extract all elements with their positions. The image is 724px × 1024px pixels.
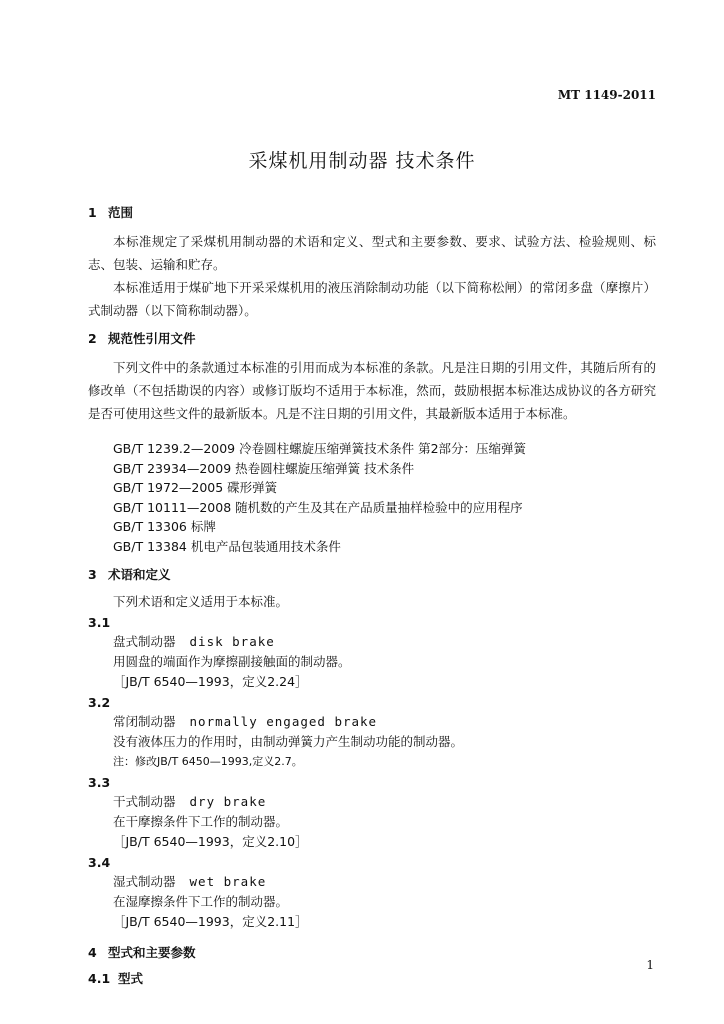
document-body	[88, 204, 656, 996]
subsection-title: 型式	[118, 971, 144, 986]
section-number: 4	[88, 945, 97, 960]
section-title: 术语和定义	[108, 567, 171, 582]
section-2-heading	[88, 330, 656, 348]
page-number: 1	[646, 958, 654, 972]
scope-paragraph-2: 本标准适用于煤矿地下开采采煤机用的液压消除制动功能（以下简称松闸）的常闭多盘（摩擦片）式制动器（以下简称制动器）。	[88, 280, 656, 318]
section-title: 规范性引用文件	[108, 331, 196, 346]
reference-item: GB/T 13306 标牌	[113, 519, 216, 534]
term-number: 3.2	[88, 695, 111, 710]
term-3-2	[113, 712, 656, 772]
term-source: ［JB/T 6540—1993，定义2.11］	[113, 914, 308, 929]
term-definition: 在湿摩擦条件下工作的制动器。	[113, 894, 289, 909]
term-cn: 常闭制动器	[113, 714, 176, 729]
term-en: dry brake	[189, 794, 267, 809]
reference-item: GB/T 13384 机电产品包装通用技术条件	[113, 538, 341, 554]
scope-paragraph-1: 本标准规定了采煤机用制动器的术语和定义、型式和主要参数、要求、试验方法、检验规则、标志、包装、运输和贮存。	[88, 234, 656, 272]
term-cn: 湿式制动器	[113, 874, 176, 889]
section-number: 2	[88, 331, 97, 346]
term-note: 注：修改JB/T 6450—1993,定义2.7。	[113, 755, 303, 768]
term-3-4	[113, 872, 656, 932]
term-source: ［JB/T 6540—1993，定义2.24］	[113, 674, 308, 689]
term-number: 3.3	[88, 775, 111, 790]
reference-list	[113, 439, 656, 556]
reference-item: GB/T 1972—2005 碟形弹簧	[113, 480, 278, 495]
term-number: 3.4	[88, 855, 111, 870]
term-cn: 干式制动器	[113, 794, 176, 809]
section-title: 范围	[108, 205, 134, 220]
reference-item: GB/T 1239.2—2009 冷卷圆柱螺旋压缩弹簧技术条件 第2部分：压缩弹簧	[113, 441, 527, 456]
term-3-3	[113, 792, 656, 852]
reference-item: GB/T 10111—2008 随机数的产生及其在产品质量抽样检验中的应用程序	[113, 499, 523, 515]
term-3-1	[113, 632, 656, 692]
term-definition: 用圆盘的端面作为摩擦副接触面的制动器。	[113, 654, 351, 669]
references-paragraph: 下列文件中的条款通过本标准的引用而成为本标准的条款。凡是注日期的引用文件，其随后所有的修改单（不包括勘误的内容）或修订版均不适用于本标准，然而，鼓励根据本标准达成协议的各方研究是否可使用这些文件的最新版本。凡是不注日期的引用文件，其最新版本适用于本标准。	[88, 360, 656, 421]
subsection-4-1-heading	[88, 970, 656, 988]
terms-intro: 下列术语和定义适用于本标准。	[113, 594, 289, 609]
section-title: 型式和主要参数	[108, 945, 196, 960]
standard-code: MT 1149-2011	[557, 88, 656, 102]
term-en: disk brake	[189, 634, 275, 649]
section-number: 1	[88, 205, 97, 220]
section-4-heading	[88, 944, 656, 962]
term-definition: 在干摩擦条件下工作的制动器。	[113, 814, 289, 829]
term-definition: 没有液体压力的作用时，由制动弹簧力产生制动功能的制动器。	[113, 734, 464, 749]
section-1-heading	[88, 204, 656, 222]
reference-item: GB/T 23934—2009 热卷圆柱螺旋压缩弹簧 技术条件	[113, 460, 415, 476]
term-en: wet brake	[189, 874, 267, 889]
term-number: 3.1	[88, 615, 111, 630]
subsection-number: 4.1	[88, 971, 111, 986]
term-en: normally engaged brake	[189, 714, 378, 729]
section-3-heading	[88, 566, 656, 584]
section-number: 3	[88, 567, 97, 582]
term-source: ［JB/T 6540—1993，定义2.10］	[113, 834, 308, 849]
term-cn: 盘式制动器	[113, 634, 176, 649]
document-title: 采煤机用制动器 技术条件	[248, 150, 476, 172]
